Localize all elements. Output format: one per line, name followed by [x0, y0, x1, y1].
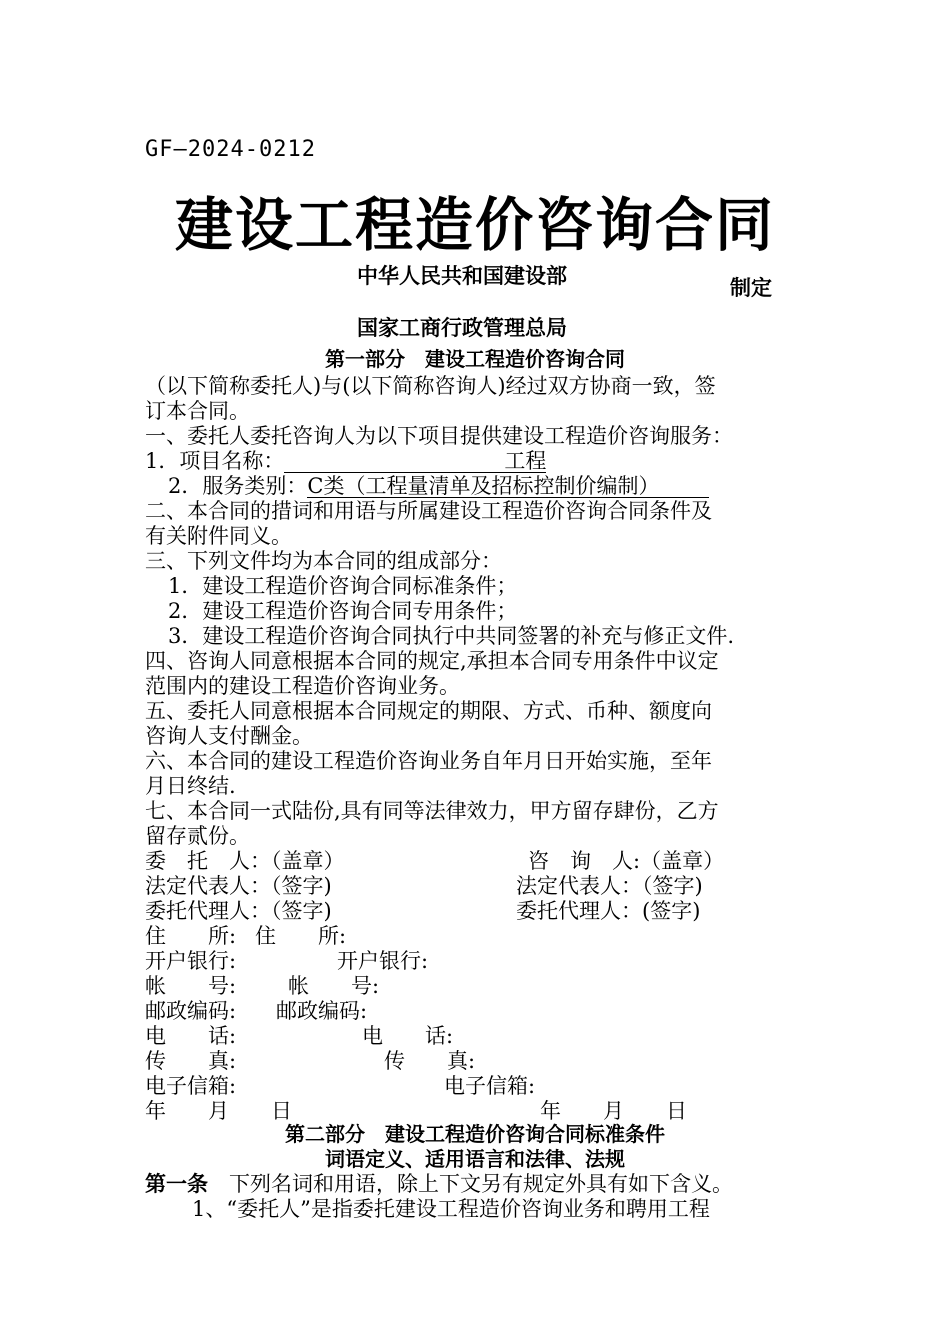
clause-6-line-2: 月日终结. — [145, 774, 236, 798]
document-code: GF—2024-0212 — [145, 137, 316, 162]
part1-heading: 第一部分 建设工程造价咨询合同 — [325, 347, 625, 371]
clause-2-line-2: 有关附件同义。 — [145, 524, 292, 548]
consultant-account: 帐 号: — [288, 974, 380, 998]
clause-1: 一、委托人委托咨询人为以下项目提供建设工程造价咨询服务： — [145, 424, 733, 448]
article-1-text: 下列名词和用语，除上下文另有规定外具有如下含义。 — [229, 1172, 733, 1196]
part2-subheading: 词语定义、适用语言和法律、法规 — [325, 1147, 625, 1171]
client-date: 年 月 日 — [145, 1099, 292, 1123]
issuer-org-1: 中华人民共和国建设部 — [357, 264, 567, 288]
clause-4-line-2: 范围内的建设工程造价咨询业务。 — [145, 674, 460, 698]
client-postcode: 邮政编码: — [145, 999, 237, 1023]
service-type-value: C类（工程量清单及招标控制价编制） — [307, 475, 709, 498]
doc-item-3: 3．建设工程造价咨询合同执行中共同签署的补充与修正文件. — [168, 624, 735, 648]
clause-5-line-2: 咨询人支付酬金。 — [145, 724, 313, 748]
client-legal-rep: 法定代表人：（签字) — [145, 874, 332, 898]
project-name-row — [145, 449, 546, 474]
consultant-email: 电子信箱: — [444, 1074, 536, 1098]
document-title: 建设工程造价咨询合同 — [174, 191, 775, 259]
client-account: 帐 号: — [145, 974, 237, 998]
consultant-postcode: 邮政编码: — [276, 999, 368, 1023]
service-type-row — [168, 474, 709, 499]
intro-line-1: （以下简称委托人)与(以下简称咨询人)经过双方协商一致，签 — [145, 374, 716, 398]
consultant-bank: 开户银行: — [337, 949, 429, 973]
project-name-label: 1．项目名称： — [145, 449, 285, 473]
clause-5-line-1: 五、委托人同意根据本合同规定的期限、方式、币种、额度向 — [145, 699, 712, 723]
service-type-label: 2．服务类别： — [168, 474, 308, 498]
consultant-agent: 委托代理人：(签字) — [516, 899, 701, 923]
issuer-org-2: 国家工商行政管理总局 — [357, 316, 567, 340]
consultant-date: 年 月 日 — [540, 1099, 687, 1123]
client-agent: 委托代理人：（签字) — [145, 899, 332, 923]
client-bank: 开户银行: — [145, 949, 237, 973]
client-email: 电子信箱: — [145, 1074, 237, 1098]
consultant-phone: 电 话: — [362, 1024, 454, 1048]
clause-4-line-1: 四、咨询人同意根据本合同的规定,承担本合同专用条件中议定 — [145, 649, 719, 673]
definition-1: 1、“委托人”是指委托建设工程造价咨询业务和聘用工程 — [192, 1197, 710, 1221]
clause-3: 三、下列文件均为本合同的组成部分： — [145, 549, 502, 573]
client-seal: 委 托 人：（盖章） — [145, 849, 345, 873]
client-address: 住 所: — [145, 924, 237, 948]
consultant-fax: 传 真: — [384, 1049, 476, 1073]
project-name-value: 工程 — [284, 450, 546, 473]
doc-item-2: 2．建设工程造价咨询合同专用条件； — [168, 599, 518, 623]
article-1 — [145, 1172, 733, 1197]
clause-7-line-1: 七、本合同一式陆份,具有同等法律效力，甲方留存肆份，乙方 — [145, 799, 719, 823]
clause-6-line-1: 六、本合同的建设工程造价咨询业务自年月日开始实施，至年 — [145, 749, 712, 773]
clause-7-line-2: 留存贰份。 — [145, 824, 250, 848]
doc-item-1: 1．建设工程造价咨询合同标准条件； — [168, 574, 518, 598]
article-1-label: 第一条 — [145, 1172, 208, 1196]
consultant-legal-rep: 法定代表人：（签字) — [516, 874, 703, 898]
client-fax: 传 真: — [145, 1049, 237, 1073]
clause-2-line-1: 二、本合同的措词和用语与所属建设工程造价咨询合同条件及 — [145, 499, 712, 523]
part2-heading: 第二部分 建设工程造价咨询合同标准条件 — [285, 1122, 665, 1146]
client-phone: 电 话: — [145, 1024, 237, 1048]
consultant-seal: 咨 询 人:（盖章） — [528, 849, 725, 873]
issuer-action: 制定 — [730, 276, 772, 300]
intro-line-2: 订本合同。 — [145, 399, 250, 423]
consultant-address: 住 所: — [255, 924, 347, 948]
